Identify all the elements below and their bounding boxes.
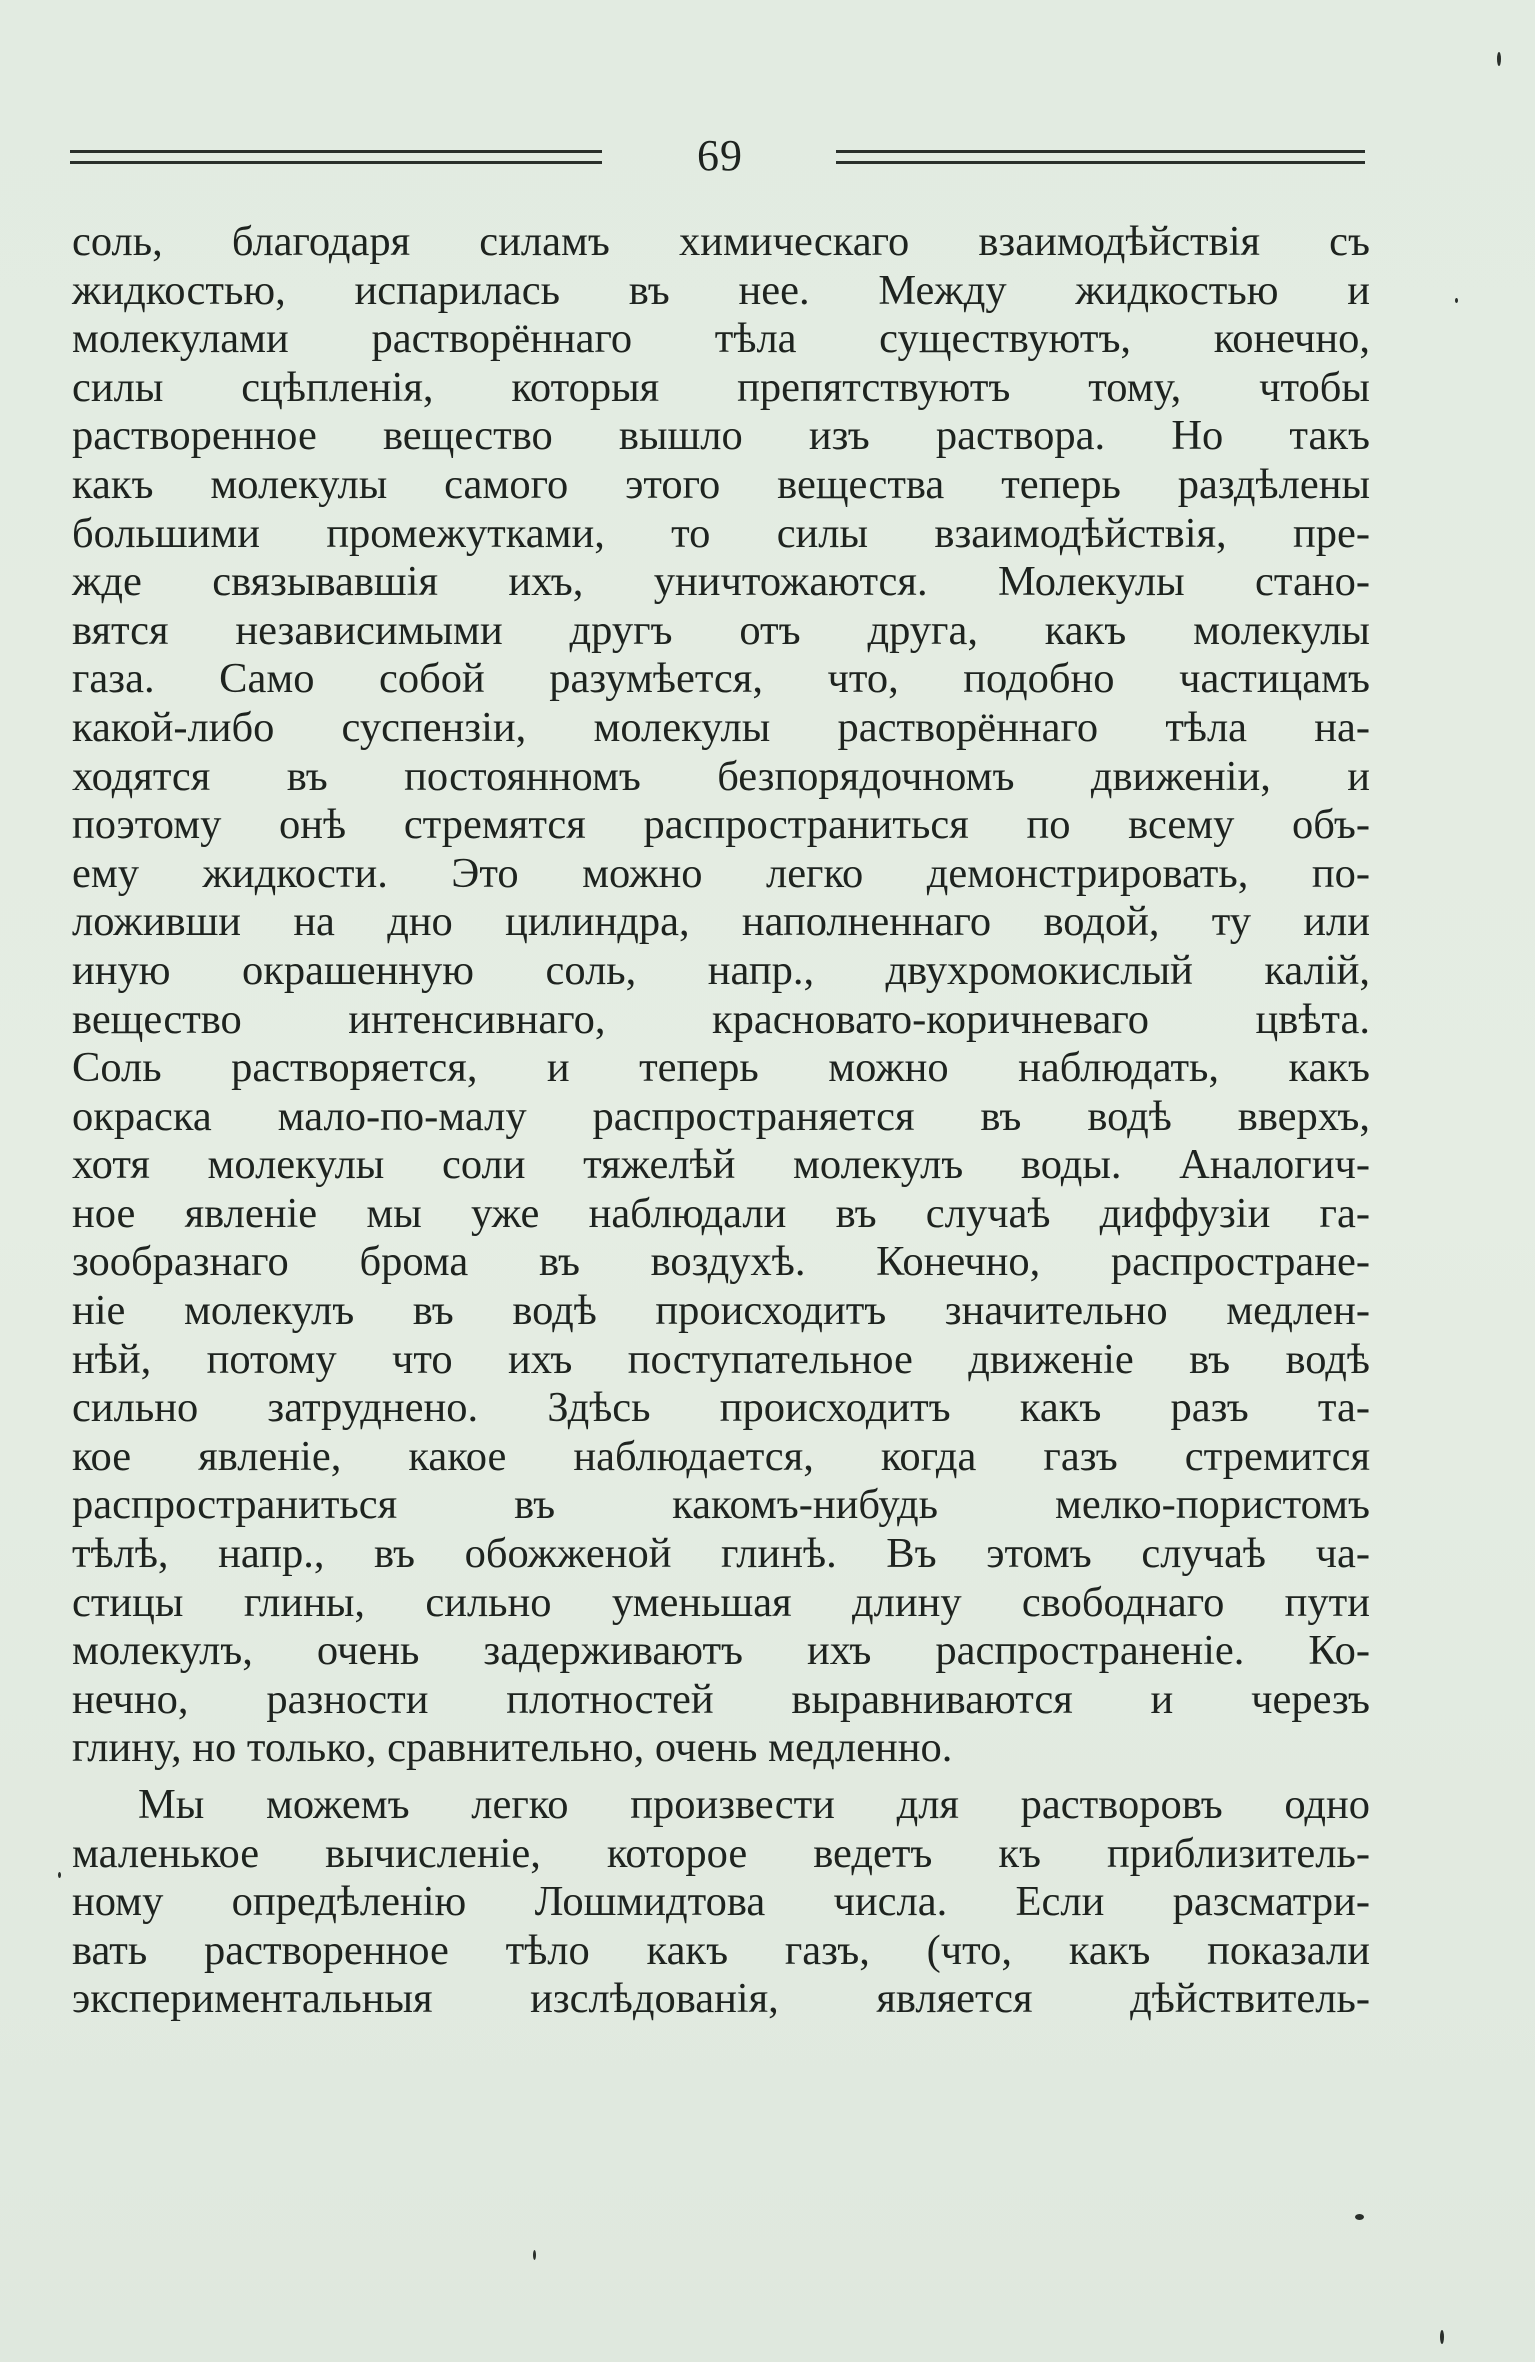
paper-speck — [1455, 298, 1458, 303]
text-line: экспериментальныя изслѣдованія, является дѣйствитель- — [72, 1975, 1370, 2023]
header-rule-right — [836, 150, 1365, 164]
text-line: какой-либо суспензіи, молекулы растворённаго тѣла на- — [72, 703, 1370, 751]
paper-speck — [1497, 52, 1501, 66]
text-line: ное явленіе мы уже наблюдали въ случаѣ диффузіи га- — [72, 1189, 1370, 1237]
text-line: тѣлѣ, напр., въ обожженой глинѣ. Въ этомъ случаѣ ча- — [72, 1530, 1370, 1578]
text-line: зообразнаго брома въ воздухѣ. Конечно, распростране- — [72, 1238, 1370, 1286]
text-line: кое явленіе, какое наблюдается, когда газъ стремится — [72, 1432, 1370, 1480]
text-line: ному опредѣленію Лошмидтова числа. Если разсматри- — [72, 1878, 1370, 1926]
body-text — [72, 218, 1370, 2024]
text-line: жде связывавшія ихъ, уничтожаются. Молекулы стано- — [72, 558, 1370, 606]
text-line: растворенное вещество вышло изъ раствора. Но такъ — [72, 412, 1370, 460]
text-line: силы сцѣпленія, которыя препятствуютъ тому, чтобы — [72, 363, 1370, 411]
paper-speck — [1355, 2214, 1364, 2220]
text-line: хотя молекулы соли тяжелѣй молекулъ воды. Аналогич- — [72, 1141, 1370, 1189]
page-header — [70, 128, 1365, 188]
text-line: ніе молекулъ въ водѣ происходитъ значительно медлен- — [72, 1287, 1370, 1335]
text-line: соль, благодаря силамъ химическаго взаимодѣйствія съ — [72, 218, 1370, 265]
text-line: поэтому онѣ стремятся распространиться по всему объ- — [72, 801, 1370, 849]
text-line: ему жидкости. Это можно легко демонстрировать, по- — [72, 849, 1370, 897]
text-line: ложивши на дно цилиндра, наполненнаго водой, ту или — [72, 898, 1370, 946]
text-line: нечно, разности плотностей выравниваются и черезъ — [72, 1675, 1370, 1723]
paragraph-2 — [72, 1781, 1370, 2024]
text-line: молекулъ, очень задерживаютъ ихъ распространеніе. Ко- — [72, 1627, 1370, 1675]
text-line: сильно затруднено. Здѣсь происходитъ какъ разъ та- — [72, 1384, 1370, 1432]
page-number: 69 — [697, 131, 743, 180]
paragraph-1 — [72, 218, 1370, 1773]
text-line: Соль растворяется, и теперь можно наблюдать, какъ — [72, 1044, 1370, 1092]
text-line: жидкостью, испарилась въ нее. Между жидкостью и — [72, 266, 1370, 314]
text-line: какъ молекулы самого этого вещества теперь раздѣлены — [72, 460, 1370, 508]
text-line: Мы можемъ легко произвести для растворовъ одно — [138, 1781, 1370, 1828]
text-line: ходятся въ постоянномъ безпорядочномъ движеніи, и — [72, 752, 1370, 800]
text-line: глину, но только, сравнительно, очень медленно. — [72, 1724, 953, 1772]
text-line: иную окрашенную соль, напр., двухромокислый калій, — [72, 946, 1370, 994]
text-line: большими промежутками, то силы взаимодѣйствія, пре- — [72, 509, 1370, 557]
text-line: окраска мало-по-малу распространяется въ водѣ вверхъ, — [72, 1092, 1370, 1140]
text-line: нѣй, потому что ихъ поступательное движеніе въ водѣ — [72, 1335, 1370, 1383]
text-line: молекулами растворённаго тѣла существуютъ, конечно, — [72, 315, 1370, 363]
paper-speck — [1440, 2330, 1444, 2344]
text-line: вать растворенное тѣло какъ газъ, (что, какъ показали — [72, 1926, 1370, 1974]
text-line: вятся независимыми другъ отъ друга, какъ молекулы — [72, 606, 1370, 654]
paper-speck — [58, 1872, 61, 1878]
text-line: маленькое вычисленіе, которое ведетъ къ приблизитель- — [72, 1829, 1370, 1877]
paper-speck — [533, 2250, 536, 2260]
text-line: вещество интенсивнаго, красновато-коричневаго цвѣта. — [72, 995, 1370, 1043]
header-rule-left — [70, 150, 602, 164]
text-line: распространиться въ какомъ-нибудь мелко-пористомъ — [72, 1481, 1370, 1529]
text-line: газа. Само собой разумѣется, что, подобно частицамъ — [72, 655, 1370, 703]
text-line: стицы глины, сильно уменьшая длину свободнаго пути — [72, 1578, 1370, 1626]
